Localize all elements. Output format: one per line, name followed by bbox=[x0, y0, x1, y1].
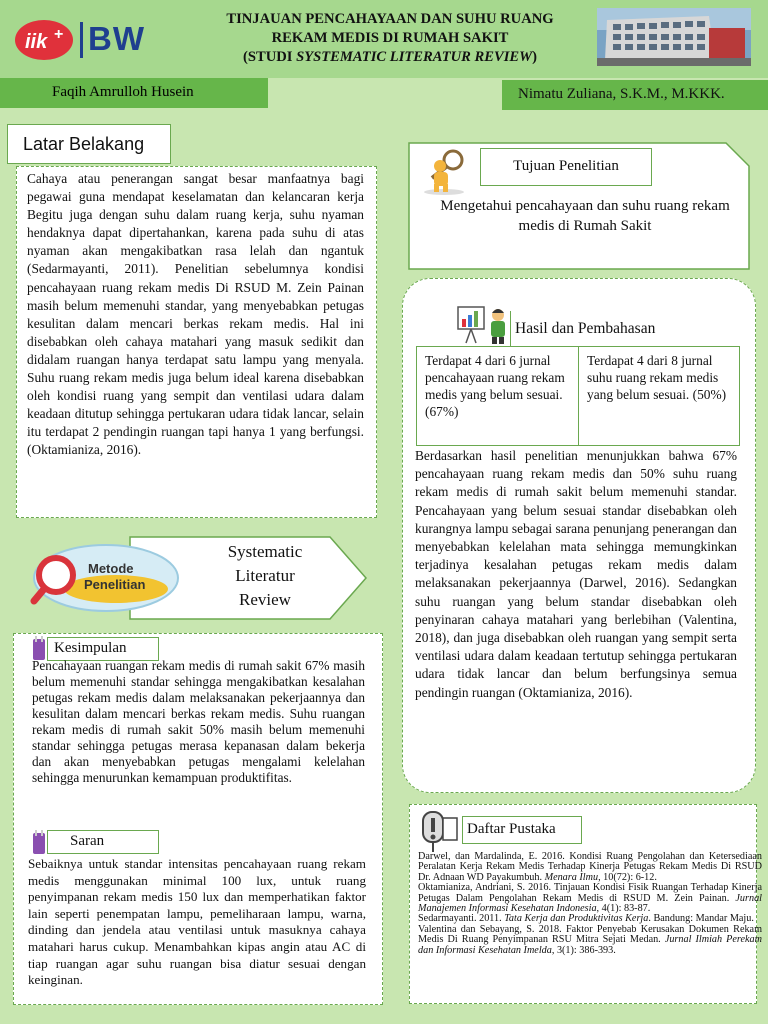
method-line-1: Systematic bbox=[227, 542, 303, 561]
conclusion-heading: Kesimpulan bbox=[47, 637, 159, 661]
reference-tail: , 3(1): 386-393. bbox=[551, 944, 616, 956]
title-prefix: (STUDI bbox=[242, 49, 297, 65]
magnifying-person-icon bbox=[418, 148, 472, 196]
reference-tail: , 4(1): 83-87. bbox=[596, 903, 651, 915]
reference-item bbox=[418, 883, 762, 914]
method-text bbox=[190, 540, 340, 612]
reference-journal: Menara Ilmu bbox=[544, 871, 599, 883]
reference-journal: Jurnal Manajemen Informasi Kesehatan Indonesia bbox=[418, 892, 762, 915]
supervisor-name: Nimatu Zuliana, S.K.M., M.KKK. bbox=[502, 80, 768, 110]
svg-text:+: + bbox=[54, 26, 64, 43]
reference-item bbox=[418, 852, 762, 883]
author-name: Faqih Amrulloh Husein bbox=[0, 78, 268, 108]
objective-text: Mengetahui pencahayaan dan suhu ruang rekam medis di Rumah Sakit bbox=[440, 198, 730, 234]
notebook-icon bbox=[32, 830, 46, 856]
background-text: Cahaya atau penerangan sangat besar manfaatnya bagi pegawai guna mendapat keselamatan dan kelancaran kerja Begitu juga dengan suhu dalam ruang kerja, suhu nyaman hendaknya dapat dipertahankan, karena pada suhu di atas nyaman akan mengakibatkan rasa lelah dan ngantuk (Sedarmayanti, 2011). Penelitian sebelumnya kondisi pencahayaan ruang rekam medis Di RSUD M. Zein Painan masih belum memenuhi standar, yang menyebabkan petugas kesulitan dalam mencari berkas rekam medis. Hal ini disebabkan oleh cahaya matahari yang masuk sedikit dan didalam ruangan hanya terdapat satu lampu yang menyala. Suhu ruang rekam medis juga belum ideal karena disebabkan oleh kondisi ruang yang sempit dan ventilasi udara dalam keadaan ditutup sehingga pertukaran udara tidak lancar, selain itu terdapat 2 pendingin ruangan tapi hanya 1 yang berfungsi. (Oktamianiza, 2016). bbox=[27, 171, 364, 458]
svg-text:iik: iik bbox=[25, 31, 48, 53]
reference-tail: , 10(72): 6-12. bbox=[598, 871, 657, 883]
reference-text: Darwel, dan Mardalinda, E. 2016. Kondisi Ruang Pengolahan dan Ketersediaan Peralatan Kerja Rekam Medis Terhadap Kinerja Petugas Rekam Medis Di RSUD Dr. Adnaan WD Payakumbuh. bbox=[418, 851, 762, 883]
reference-journal: Tata Kerja dan Produktivitas Kerja bbox=[504, 913, 649, 925]
conclusion-text: Pencahayaan ruangan rekam medis di rumah sakit 67% masih belum memenuhi standar sehingga mengakibatkan kesalahan petugas rekam medis dalam melaksanakan pekerjaannya dan kesulitan dalam mencari berkas rekam medis. Suhu ruangan rekam medis di rumah sakit 50% masih belum memenuhi standar sehingga petugas merasa kepanasan dalam bekerja dan akan menyebabkan petugas mengalami kelelahan sehingga menurunkan kemampuan produktifitas. bbox=[32, 658, 365, 785]
reference-text: Valentina dan Sebayang, S. 2018. Faktor Penyebab Kerusakan Dokumen Rekam Medis Di Ruang Penyimpanan RSU Mitra Sejati Medan. bbox=[418, 923, 762, 946]
results-temperature-cell: Terdapat 4 dari 8 jurnal suhu ruang rekam medis yang belum sesuai. (50%) bbox=[578, 346, 740, 446]
method-badge-line1: Metode bbox=[88, 561, 134, 576]
method-badge-line2: Penelitian bbox=[84, 577, 146, 592]
suggestion-heading: Saran bbox=[47, 830, 159, 854]
reference-text: Oktamianiza, Andriani, S. 2016. Tinjauan Kondisi Fisik Ruangan Terhadap Kinerja Petugas Dalam Pengolahan Rekam Medis di RSUD M. Zein Painan. bbox=[418, 882, 762, 904]
hospital-building-photo bbox=[597, 8, 751, 66]
method-line-3: Review bbox=[239, 590, 291, 609]
reference-tail: . Bandung: Mandar Maju. bbox=[648, 913, 754, 925]
background-heading: Latar Belakang bbox=[7, 124, 171, 164]
title-suffix: ) bbox=[532, 49, 537, 65]
title-italic: SYSTEMATIC LITERATUR REVIEW bbox=[296, 49, 533, 65]
reference-item bbox=[418, 925, 762, 956]
reference-text: Sedarmayanti. 2011. bbox=[418, 913, 505, 925]
results-heading: Hasil dan Pembahasan bbox=[510, 311, 710, 347]
title-line-2: REKAM MEDIS DI RUMAH SAKIT bbox=[271, 30, 509, 46]
iik-logo-icon bbox=[14, 18, 76, 62]
objective-heading: Tujuan Penelitian bbox=[480, 148, 652, 186]
logo-text: BW bbox=[88, 20, 145, 57]
poster-title bbox=[188, 10, 592, 67]
institution-logo bbox=[14, 18, 174, 62]
reference-list bbox=[418, 852, 762, 956]
method-line-2: Literatur bbox=[235, 566, 295, 585]
title-line-3 bbox=[188, 48, 592, 67]
results-lighting-cell: Terdapat 4 dari 6 jurnal pencahayaan ruang rekam medis yang belum sesuai. (67%) bbox=[416, 346, 579, 446]
logo-divider bbox=[80, 22, 83, 58]
reference-journal: Jurnal Ilmiah Perekam dan Informasi Kesehatan Imelda bbox=[418, 934, 762, 956]
warning-sign-icon bbox=[419, 810, 461, 854]
references-heading: Daftar Pustaka bbox=[462, 816, 582, 844]
title-line-1: TINJAUAN PENCAHAYAAN DAN SUHU RUANG bbox=[226, 11, 554, 27]
suggestion-text: Sebaiknya untuk standar intensitas pencahayaan ruang rekam medis menggunakan minimal 100 lux, untuk ruang penyimpanan rekam medis 150 lux dan memperhatikan faktor lain seperti penempatan lampu, pemeliharaan lampu, warna, dinding dan jendela atau ventilasi untuk masuknya cahaya matahari harus cukup. Menambahkan kipas angin atau AC di tiap ruangan agar suhu ruangan bisa diatur sesuai dengan keinginan. bbox=[28, 856, 366, 988]
presenter-chart-icon bbox=[456, 305, 512, 345]
results-text: Berdasarkan hasil penelitian menunjukkan bahwa 67% pencahayaan ruang rekam medis dan 50% suhu ruang rekam medis di rumah sakit belum memenuhi standar. Pencahayaan yang belum sesuai standar disebabkan oleh kurangnya lampu sebagai sarana penunjang penerangan dan menyebabkan kelelahan mata sehingga memungkinkan terjadinya kesalahan petugas rekam medis dalam melaksanakan pekerjaannya (Darwel, 2016). Sedangkan suhu ruangan yang belum standar disebabkan oleh penyinaran cahaya matahari yang berlebihan (Valentina, 2018), dan juga disebabkan oleh ruangan yang sempit serta ventilasi udara dalam keadaan tertutup sehingga pertukaran udara tidak lancar dan belum berfungsinya semua pendingin ruangan (Oktamianiza, 2016). bbox=[415, 448, 737, 700]
